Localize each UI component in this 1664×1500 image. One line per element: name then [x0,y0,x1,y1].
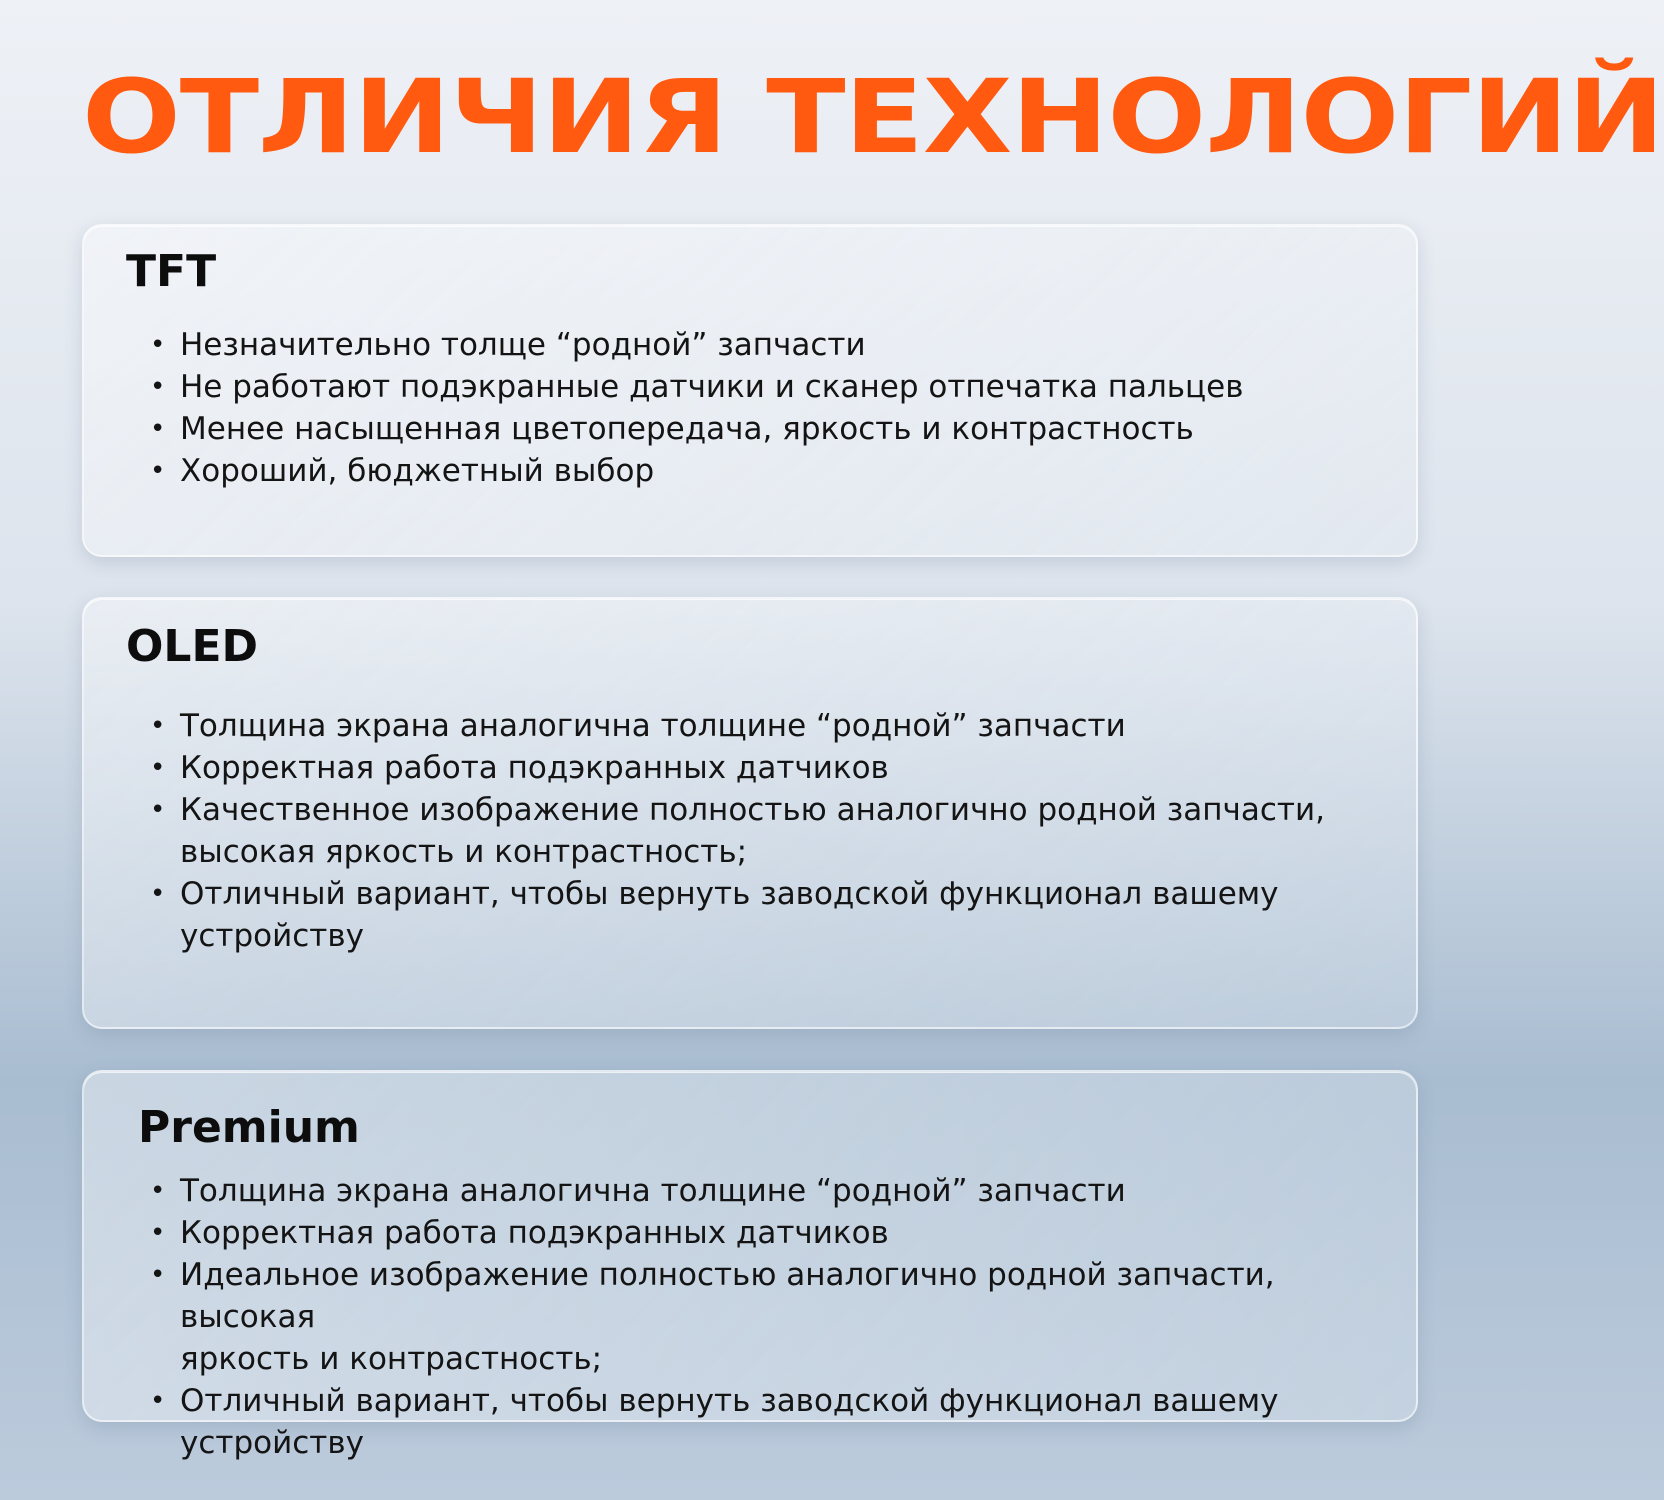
bullet-icon: • [150,330,166,360]
list-item-text: Толщина экрана аналогична толщине “родной” запчасти [180,1173,1126,1209]
bullet-list-tft [84,324,1416,492]
bullet-icon: • [150,1260,166,1290]
bullet-list-premium [84,1170,1416,1464]
list-item [84,873,1416,957]
bullet-icon: • [150,372,166,402]
card-oled [82,597,1418,1029]
list-item [84,1380,1416,1464]
list-item-text: Корректная работа подэкранных датчиков [180,750,889,786]
list-item [84,408,1416,450]
bullet-icon: • [150,711,166,741]
card-heading-premium: Premium [138,1102,360,1153]
card-heading-tft: TFT [126,246,217,297]
list-item [84,1170,1416,1212]
page-title: ОТЛИЧИЯ ТЕХНОЛОГИЙ [82,58,1664,177]
list-item [84,324,1416,366]
bullet-icon: • [150,1386,166,1416]
bullet-icon: • [150,1218,166,1248]
list-item [84,1212,1416,1254]
card-premium [82,1070,1418,1461]
list-item [84,1254,1416,1380]
list-item-text: Незначительно толще “родной” запчасти [180,327,866,363]
list-item-text: Отличный вариант, чтобы вернуть заводской функционал вашему устройству [180,876,1279,954]
list-item [84,705,1416,747]
list-item-text: Толщина экрана аналогична толщине “родной” запчасти [180,708,1126,744]
bullet-icon: • [150,414,166,444]
card-heading-oled: OLED [126,621,259,672]
bullet-list-oled [84,705,1416,957]
card-tft [82,224,1418,557]
list-item-text: Отличный вариант, чтобы вернуть заводской функционал вашему устройству [180,1383,1279,1461]
list-item-text: Качественное изображение полностью аналогично родной запчасти, высокая яркость и контрастность; [180,792,1325,870]
list-item-text: Менее насыщенная цветопередача, яркость и контрастность [180,411,1194,447]
list-item [84,789,1416,873]
bullet-icon: • [150,753,166,783]
list-item-text: Хороший, бюджетный выбор [180,453,655,489]
list-item-text: Идеальное изображение полностью аналогично родной запчасти, высокая яркость и контрастность; [180,1257,1275,1377]
bullet-icon: • [150,879,166,909]
bullet-icon: • [150,456,166,486]
bullet-icon: • [150,795,166,825]
list-item [84,450,1416,492]
bullet-icon: • [150,1176,166,1206]
list-item [84,747,1416,789]
list-item-text: Корректная работа подэкранных датчиков [180,1215,889,1251]
list-item [84,366,1416,408]
list-item-text: Не работают подэкранные датчики и сканер отпечатка пальцев [180,369,1244,405]
